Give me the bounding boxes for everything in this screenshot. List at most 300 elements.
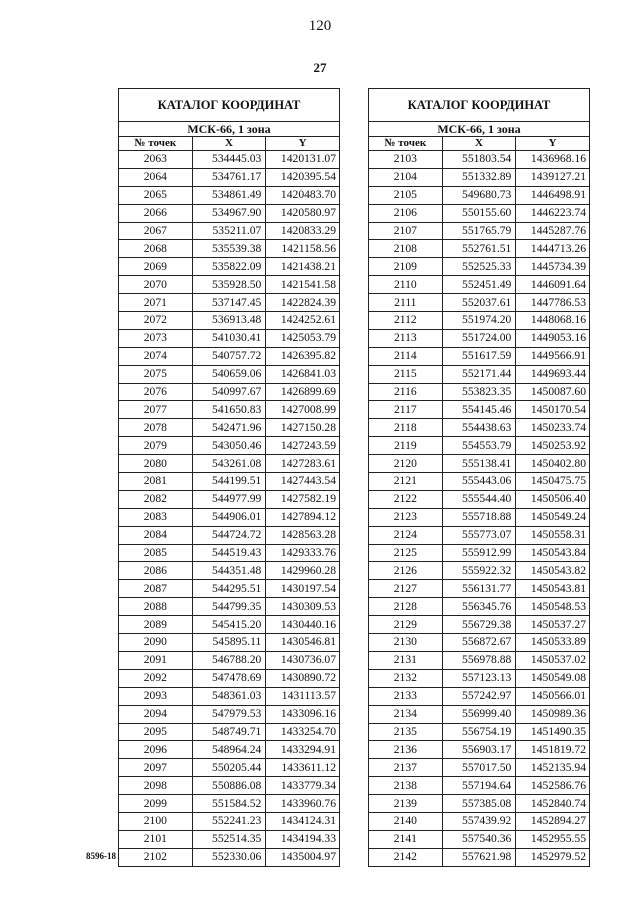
- table-row: [369, 544, 590, 562]
- table-row: [369, 759, 590, 777]
- x-coordinate-cell: 548361.03: [192, 687, 266, 705]
- y-coordinate-cell: 1452955.55: [516, 830, 590, 848]
- y-coordinate-cell: 1422824.39: [266, 294, 340, 312]
- point-number-cell: 2108: [369, 240, 443, 258]
- x-coordinate-cell: 550205.44: [192, 759, 266, 777]
- point-number-cell: 2098: [119, 777, 193, 795]
- y-coordinate-cell: 1427894.12: [266, 508, 340, 526]
- y-coordinate-cell: 1436968.16: [516, 151, 590, 169]
- y-coordinate-cell: 1433096.16: [266, 705, 340, 723]
- y-coordinate-cell: 1449693.44: [516, 365, 590, 383]
- y-coordinate-cell: 1430440.16: [266, 616, 340, 634]
- point-number-cell: 2124: [369, 526, 443, 544]
- y-coordinate-cell: 1427582.19: [266, 490, 340, 508]
- point-number-cell: 2104: [369, 168, 443, 186]
- y-coordinate-cell: 1450548.53: [516, 598, 590, 616]
- x-coordinate-cell: 557540.36: [442, 830, 516, 848]
- table-row: [369, 437, 590, 455]
- table-row: [119, 168, 340, 186]
- x-coordinate-cell: 540757.72: [192, 347, 266, 365]
- x-coordinate-cell: 552037.61: [442, 294, 516, 312]
- x-coordinate-cell: 535211.07: [192, 222, 266, 240]
- point-number-cell: 2115: [369, 365, 443, 383]
- x-coordinate-cell: 544295.51: [192, 580, 266, 598]
- point-number-cell: 2080: [119, 455, 193, 473]
- table-row: [369, 490, 590, 508]
- table-row: [369, 365, 590, 383]
- table-row: [119, 383, 340, 401]
- y-coordinate-cell: 1434124.31: [266, 812, 340, 830]
- y-coordinate-cell: 1420580.97: [266, 204, 340, 222]
- x-coordinate-cell: 534761.17: [192, 168, 266, 186]
- point-number-cell: 2119: [369, 437, 443, 455]
- point-number-cell: 2137: [369, 759, 443, 777]
- point-number-cell: 2118: [369, 419, 443, 437]
- y-coordinate-cell: 1420131.07: [266, 151, 340, 169]
- table-row: [119, 634, 340, 652]
- x-coordinate-cell: 557017.50: [442, 759, 516, 777]
- x-coordinate-cell: 543261.08: [192, 455, 266, 473]
- table-row: [369, 401, 590, 419]
- table-row: [119, 276, 340, 294]
- y-coordinate-cell: 1450506.40: [516, 490, 590, 508]
- x-coordinate-cell: 552171.44: [442, 365, 516, 383]
- table-row: [369, 312, 590, 330]
- x-coordinate-cell: 557242.97: [442, 687, 516, 705]
- point-number-cell: 2129: [369, 616, 443, 634]
- table-row: [119, 687, 340, 705]
- point-number-cell: 2101: [119, 830, 193, 848]
- y-coordinate-cell: 1430890.72: [266, 669, 340, 687]
- table-row: [119, 723, 340, 741]
- table-row: [369, 669, 590, 687]
- y-coordinate-cell: 1450402.80: [516, 455, 590, 473]
- x-coordinate-cell: 550886.08: [192, 777, 266, 795]
- y-coordinate-cell: 1451490.35: [516, 723, 590, 741]
- table-row: [119, 365, 340, 383]
- point-number-cell: 2095: [119, 723, 193, 741]
- x-coordinate-cell: 551724.00: [442, 329, 516, 347]
- table-row: [119, 312, 340, 330]
- point-number-cell: 2120: [369, 455, 443, 473]
- table-row: [369, 777, 590, 795]
- coordinate-catalog-table-left: [118, 88, 340, 867]
- y-coordinate-cell: 1421541.58: [266, 276, 340, 294]
- y-coordinate-cell: 1433254.70: [266, 723, 340, 741]
- y-coordinate-cell: 1450549.08: [516, 669, 590, 687]
- y-coordinate-cell: 1430309.53: [266, 598, 340, 616]
- y-coordinate-cell: 1452840.74: [516, 795, 590, 813]
- table-row: [369, 383, 590, 401]
- point-number-cell: 2081: [119, 473, 193, 491]
- y-coordinate-cell: 1450558.31: [516, 526, 590, 544]
- column-header-y: Y: [516, 137, 590, 151]
- x-coordinate-cell: 547478.69: [192, 669, 266, 687]
- point-number-cell: 2125: [369, 544, 443, 562]
- x-coordinate-cell: 553823.35: [442, 383, 516, 401]
- column-header-x: X: [192, 137, 266, 151]
- x-coordinate-cell: 556978.88: [442, 651, 516, 669]
- table-row: [369, 186, 590, 204]
- y-coordinate-cell: 1428563.28: [266, 526, 340, 544]
- point-number-cell: 2097: [119, 759, 193, 777]
- table-row: [369, 580, 590, 598]
- x-coordinate-cell: 555544.40: [442, 490, 516, 508]
- x-coordinate-cell: 534967.90: [192, 204, 266, 222]
- column-header-point-number: № точек: [369, 137, 443, 151]
- point-number-cell: 2084: [119, 526, 193, 544]
- point-number-cell: 2102: [119, 848, 193, 866]
- y-coordinate-cell: 1421438.21: [266, 258, 340, 276]
- x-coordinate-cell: 557194.64: [442, 777, 516, 795]
- y-coordinate-cell: 1446223.74: [516, 204, 590, 222]
- y-coordinate-cell: 1444713.26: [516, 240, 590, 258]
- point-number-cell: 2103: [369, 151, 443, 169]
- table-row: [369, 741, 590, 759]
- x-coordinate-cell: 551974.20: [442, 312, 516, 330]
- x-coordinate-cell: 543050.46: [192, 437, 266, 455]
- point-number-cell: 2107: [369, 222, 443, 240]
- point-number-cell: 2105: [369, 186, 443, 204]
- table-row: [119, 526, 340, 544]
- x-coordinate-cell: 551584.52: [192, 795, 266, 813]
- point-number-cell: 2068: [119, 240, 193, 258]
- y-coordinate-cell: 1450543.82: [516, 562, 590, 580]
- table-row: [119, 705, 340, 723]
- x-coordinate-cell: 535539.38: [192, 240, 266, 258]
- table-row: [369, 848, 590, 866]
- catalog-title: КАТАЛОГ КООРДИНАТ: [369, 89, 590, 122]
- point-number-cell: 2069: [119, 258, 193, 276]
- table-row: [369, 222, 590, 240]
- point-number-cell: 2093: [119, 687, 193, 705]
- y-coordinate-cell: 1434194.33: [266, 830, 340, 848]
- point-number-cell: 2116: [369, 383, 443, 401]
- table-row: [369, 795, 590, 813]
- table-row: [119, 222, 340, 240]
- y-coordinate-cell: 1452894.27: [516, 812, 590, 830]
- point-number-cell: 2134: [369, 705, 443, 723]
- y-coordinate-cell: 1450989.36: [516, 705, 590, 723]
- y-coordinate-cell: 1450533.89: [516, 634, 590, 652]
- table-row: [369, 258, 590, 276]
- table-row: [369, 347, 590, 365]
- y-coordinate-cell: 1431113.57: [266, 687, 340, 705]
- table-row: [119, 544, 340, 562]
- x-coordinate-cell: 556754.19: [442, 723, 516, 741]
- table-row: [119, 490, 340, 508]
- table-row: [369, 562, 590, 580]
- y-coordinate-cell: 1421158.56: [266, 240, 340, 258]
- table-row: [119, 759, 340, 777]
- point-number-cell: 2127: [369, 580, 443, 598]
- y-coordinate-cell: 1427243.59: [266, 437, 340, 455]
- y-coordinate-cell: 1426395.82: [266, 347, 340, 365]
- table-row: [369, 830, 590, 848]
- x-coordinate-cell: 552761.51: [442, 240, 516, 258]
- point-number-cell: 2135: [369, 723, 443, 741]
- point-number-cell: 2133: [369, 687, 443, 705]
- point-number-cell: 2126: [369, 562, 443, 580]
- point-number-cell: 2085: [119, 544, 193, 562]
- table-row: [119, 812, 340, 830]
- x-coordinate-cell: 552241.23: [192, 812, 266, 830]
- table-row: [369, 151, 590, 169]
- table-row: [119, 151, 340, 169]
- x-coordinate-cell: 549680.73: [442, 186, 516, 204]
- x-coordinate-cell: 556903.17: [442, 741, 516, 759]
- table-row: [369, 812, 590, 830]
- x-coordinate-cell: 542471.96: [192, 419, 266, 437]
- x-coordinate-cell: 545415.20: [192, 616, 266, 634]
- point-number-cell: 2082: [119, 490, 193, 508]
- y-coordinate-cell: 1430197.54: [266, 580, 340, 598]
- y-coordinate-cell: 1427283.61: [266, 455, 340, 473]
- x-coordinate-cell: 544977.99: [192, 490, 266, 508]
- x-coordinate-cell: 551765.79: [442, 222, 516, 240]
- y-coordinate-cell: 1450087.60: [516, 383, 590, 401]
- y-coordinate-cell: 1450233.74: [516, 419, 590, 437]
- column-header-point-number: № точек: [119, 137, 193, 151]
- table-row: [119, 598, 340, 616]
- y-coordinate-cell: 1433960.76: [266, 795, 340, 813]
- table-row: [369, 419, 590, 437]
- x-coordinate-cell: 557385.08: [442, 795, 516, 813]
- y-coordinate-cell: 1451819.72: [516, 741, 590, 759]
- table-row: [119, 651, 340, 669]
- table-row: [119, 669, 340, 687]
- y-coordinate-cell: 1426899.69: [266, 383, 340, 401]
- y-coordinate-cell: 1450537.27: [516, 616, 590, 634]
- table-row: [119, 329, 340, 347]
- y-coordinate-cell: 1452586.76: [516, 777, 590, 795]
- point-number-cell: 2094: [119, 705, 193, 723]
- x-coordinate-cell: 550155.60: [442, 204, 516, 222]
- point-number-cell: 2071: [119, 294, 193, 312]
- y-coordinate-cell: 1433294.91: [266, 741, 340, 759]
- y-coordinate-cell: 1450549.24: [516, 508, 590, 526]
- point-number-cell: 2109: [369, 258, 443, 276]
- y-coordinate-cell: 1439127.21: [516, 168, 590, 186]
- y-coordinate-cell: 1450537.02: [516, 651, 590, 669]
- point-number-cell: 2076: [119, 383, 193, 401]
- page-number: 120: [308, 18, 332, 34]
- table-row: [369, 526, 590, 544]
- x-coordinate-cell: 552330.06: [192, 848, 266, 866]
- table-row: [119, 347, 340, 365]
- y-coordinate-cell: 1445287.76: [516, 222, 590, 240]
- table-row: [369, 598, 590, 616]
- y-coordinate-cell: 1429960.28: [266, 562, 340, 580]
- table-row: [119, 240, 340, 258]
- point-number-cell: 2075: [119, 365, 193, 383]
- y-coordinate-cell: 1445734.39: [516, 258, 590, 276]
- y-coordinate-cell: 1450475.75: [516, 473, 590, 491]
- catalog-zone: МСК-66, 1 зона: [119, 122, 340, 137]
- point-number-cell: 2132: [369, 669, 443, 687]
- point-number-cell: 2141: [369, 830, 443, 848]
- point-number-cell: 2139: [369, 795, 443, 813]
- x-coordinate-cell: 534445.03: [192, 151, 266, 169]
- y-coordinate-cell: 1450566.01: [516, 687, 590, 705]
- x-coordinate-cell: 551332.89: [442, 168, 516, 186]
- table-row: [119, 473, 340, 491]
- y-coordinate-cell: 1452135.94: [516, 759, 590, 777]
- x-coordinate-cell: 557123.13: [442, 669, 516, 687]
- x-coordinate-cell: 545895.11: [192, 634, 266, 652]
- x-coordinate-cell: 555912.99: [442, 544, 516, 562]
- x-coordinate-cell: 535928.50: [192, 276, 266, 294]
- table-row: [119, 508, 340, 526]
- x-coordinate-cell: 556872.67: [442, 634, 516, 652]
- point-number-cell: 2099: [119, 795, 193, 813]
- point-number-cell: 2114: [369, 347, 443, 365]
- table-row: [119, 401, 340, 419]
- table-row: [369, 723, 590, 741]
- catalog-zone: МСК-66, 1 зона: [369, 122, 590, 137]
- table-row: [119, 848, 340, 866]
- y-coordinate-cell: 1450253.92: [516, 437, 590, 455]
- x-coordinate-cell: 554145.46: [442, 401, 516, 419]
- table-row: [369, 204, 590, 222]
- point-number-cell: 2070: [119, 276, 193, 294]
- point-number-cell: 2091: [119, 651, 193, 669]
- table-row: [369, 294, 590, 312]
- x-coordinate-cell: 544799.35: [192, 598, 266, 616]
- x-coordinate-cell: 544199.51: [192, 473, 266, 491]
- x-coordinate-cell: 555443.06: [442, 473, 516, 491]
- point-number-cell: 2077: [119, 401, 193, 419]
- x-coordinate-cell: 555773.07: [442, 526, 516, 544]
- point-number-cell: 2083: [119, 508, 193, 526]
- y-coordinate-cell: 1429333.76: [266, 544, 340, 562]
- x-coordinate-cell: 556345.76: [442, 598, 516, 616]
- table-row: [119, 830, 340, 848]
- point-number-cell: 2063: [119, 151, 193, 169]
- point-number-cell: 2073: [119, 329, 193, 347]
- x-coordinate-cell: 557621.98: [442, 848, 516, 866]
- x-coordinate-cell: 541030.41: [192, 329, 266, 347]
- x-coordinate-cell: 554553.79: [442, 437, 516, 455]
- y-coordinate-cell: 1446091.64: [516, 276, 590, 294]
- x-coordinate-cell: 540659.06: [192, 365, 266, 383]
- x-coordinate-cell: 534861.49: [192, 186, 266, 204]
- table-row: [119, 616, 340, 634]
- table-row: [119, 204, 340, 222]
- y-coordinate-cell: 1447786.53: [516, 294, 590, 312]
- table-row: [369, 616, 590, 634]
- table-row: [369, 276, 590, 294]
- table-row: [369, 168, 590, 186]
- x-coordinate-cell: 556999.40: [442, 705, 516, 723]
- column-header-x: X: [442, 137, 516, 151]
- table-row: [119, 437, 340, 455]
- x-coordinate-cell: 557439.92: [442, 812, 516, 830]
- table-row: [119, 419, 340, 437]
- x-coordinate-cell: 556131.77: [442, 580, 516, 598]
- point-number-cell: 2090: [119, 634, 193, 652]
- table-row: [369, 455, 590, 473]
- table-row: [119, 294, 340, 312]
- y-coordinate-cell: 1433779.34: [266, 777, 340, 795]
- table-row: [369, 634, 590, 652]
- y-coordinate-cell: 1452979.52: [516, 848, 590, 866]
- point-number-cell: 2066: [119, 204, 193, 222]
- x-coordinate-cell: 551617.59: [442, 347, 516, 365]
- point-number-cell: 2142: [369, 848, 443, 866]
- point-number-cell: 2067: [119, 222, 193, 240]
- y-coordinate-cell: 1450170.54: [516, 401, 590, 419]
- y-coordinate-cell: 1427150.28: [266, 419, 340, 437]
- table-row: [369, 473, 590, 491]
- x-coordinate-cell: 548749.71: [192, 723, 266, 741]
- table-row: [369, 240, 590, 258]
- point-number-cell: 2128: [369, 598, 443, 616]
- point-number-cell: 2123: [369, 508, 443, 526]
- point-number-cell: 2113: [369, 329, 443, 347]
- y-coordinate-cell: 1420395.54: [266, 168, 340, 186]
- table-row: [119, 562, 340, 580]
- table-row: [119, 455, 340, 473]
- y-coordinate-cell: 1450543.84: [516, 544, 590, 562]
- x-coordinate-cell: 540997.67: [192, 383, 266, 401]
- y-coordinate-cell: 1426841.03: [266, 365, 340, 383]
- table-row: [369, 687, 590, 705]
- y-coordinate-cell: 1446498.91: [516, 186, 590, 204]
- table-row: [119, 741, 340, 759]
- point-number-cell: 2100: [119, 812, 193, 830]
- table-row: [369, 705, 590, 723]
- point-number-cell: 2072: [119, 312, 193, 330]
- coordinate-catalog-table-right: [368, 88, 590, 867]
- point-number-cell: 2096: [119, 741, 193, 759]
- y-coordinate-cell: 1420483.70: [266, 186, 340, 204]
- x-coordinate-cell: 555138.41: [442, 455, 516, 473]
- point-number-cell: 2065: [119, 186, 193, 204]
- point-number-cell: 2064: [119, 168, 193, 186]
- x-coordinate-cell: 548964.24: [192, 741, 266, 759]
- point-number-cell: 2110: [369, 276, 443, 294]
- x-coordinate-cell: 552514.35: [192, 830, 266, 848]
- x-coordinate-cell: 547979.53: [192, 705, 266, 723]
- point-number-cell: 2122: [369, 490, 443, 508]
- x-coordinate-cell: 556729.38: [442, 616, 516, 634]
- table-row: [369, 651, 590, 669]
- y-coordinate-cell: 1430736.07: [266, 651, 340, 669]
- point-number-cell: 2131: [369, 651, 443, 669]
- table-row: [369, 508, 590, 526]
- point-number-cell: 2130: [369, 634, 443, 652]
- y-coordinate-cell: 1420833.29: [266, 222, 340, 240]
- point-number-cell: 2078: [119, 419, 193, 437]
- x-coordinate-cell: 555718.88: [442, 508, 516, 526]
- x-coordinate-cell: 544906.01: [192, 508, 266, 526]
- table-row: [119, 777, 340, 795]
- point-number-cell: 2074: [119, 347, 193, 365]
- point-number-cell: 2112: [369, 312, 443, 330]
- point-number-cell: 2138: [369, 777, 443, 795]
- y-coordinate-cell: 1425053.79: [266, 329, 340, 347]
- sheet-number: 27: [313, 60, 327, 75]
- x-coordinate-cell: 541650.83: [192, 401, 266, 419]
- point-number-cell: 2089: [119, 616, 193, 634]
- table-row: [119, 580, 340, 598]
- table-row: [369, 329, 590, 347]
- table-row: [119, 186, 340, 204]
- x-coordinate-cell: 551803.54: [442, 151, 516, 169]
- y-coordinate-cell: 1424252.61: [266, 312, 340, 330]
- point-number-cell: 2121: [369, 473, 443, 491]
